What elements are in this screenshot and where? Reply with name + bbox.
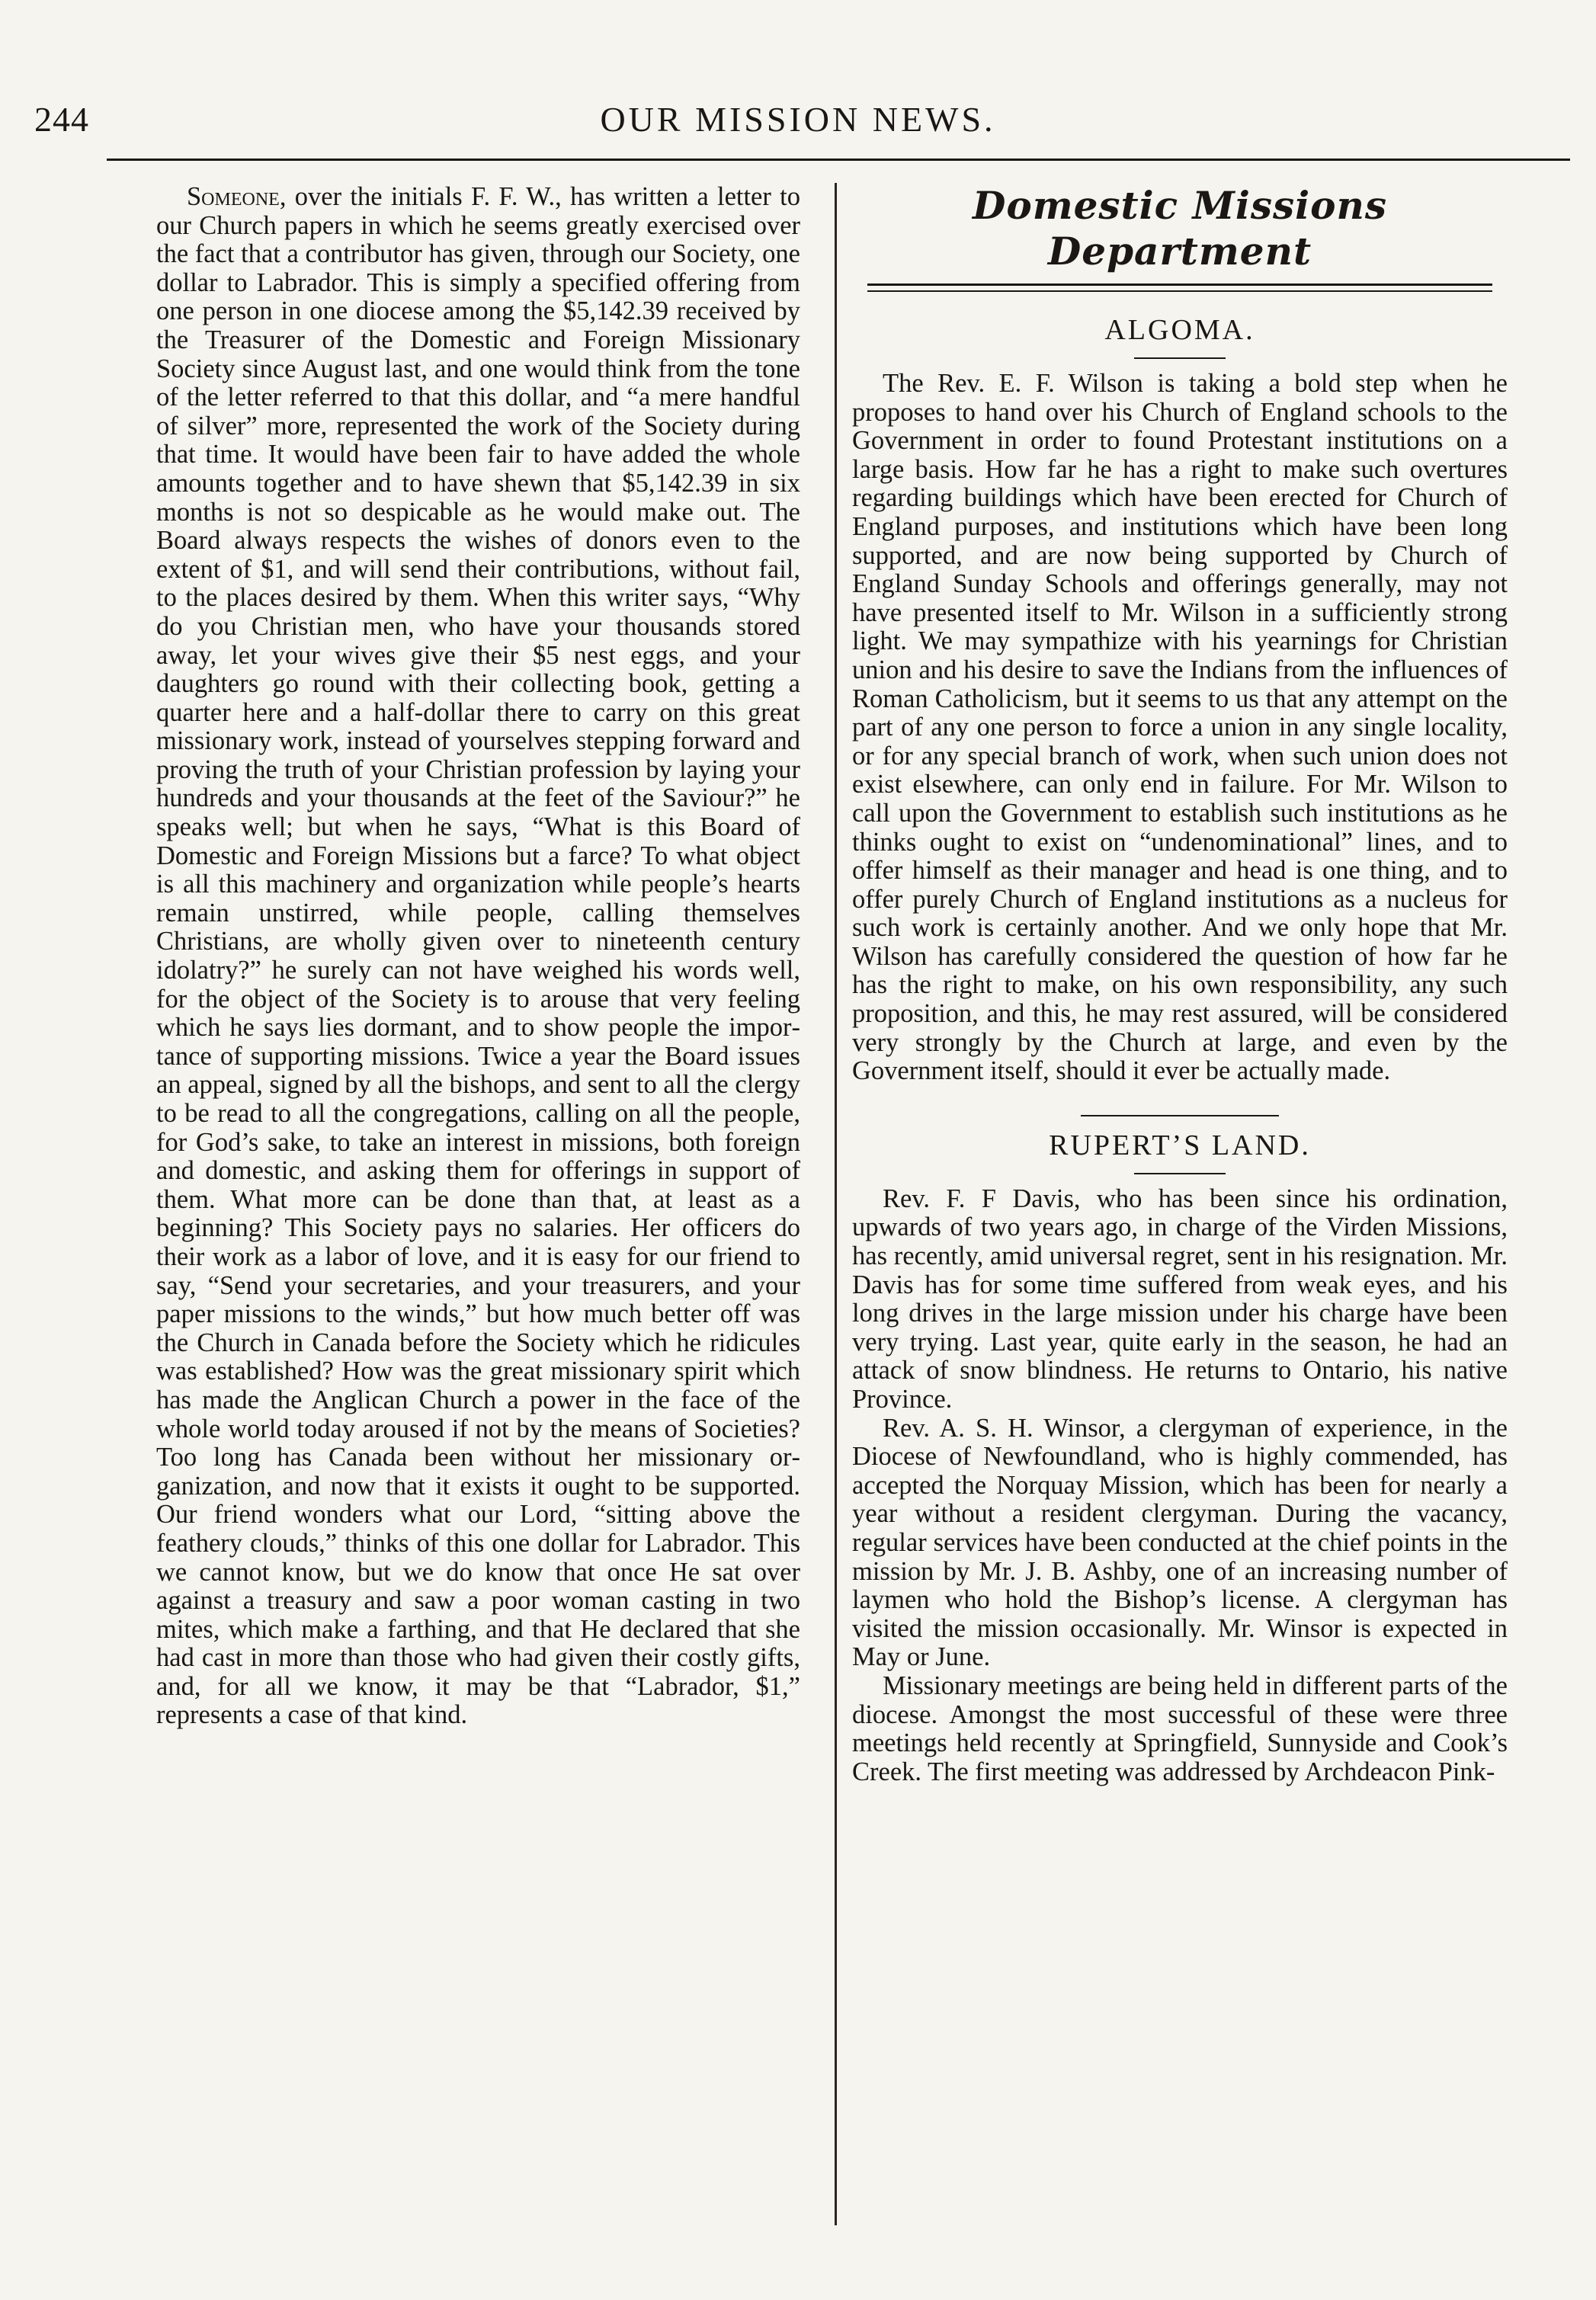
journal-title: OUR MISSION NEWS. xyxy=(600,100,996,139)
section-rule xyxy=(1081,1115,1279,1116)
ruperts-land-paragraph-3: Missionary meetings are being held in different parts of the diocese. Amongst the most successful of these were three meetings held recently at Springfield, Sunnyside and Cook’s Creek. The first meeting was addressed by Archdeacon Pink- xyxy=(852,1671,1508,1786)
header-rule xyxy=(107,159,1570,161)
algoma-rule xyxy=(1134,357,1226,359)
column-divider xyxy=(835,183,837,2225)
lead-word: Someone xyxy=(187,182,280,211)
paragraph-text: , over the initials F. F. W., has written a letter to our Church papers in which he seems greatly exercised over the fact that a contributor has given, through our Society, one dollar to Labrador. This is simply a specified offering from one person in one diocese among the $5,142.39 received by the Treasurer of the Domestic and Foreign Missionary Society since August last, and one would think from the tone of the letter referred to that this dollar, and “a mere handful of silver” more, represented the work of the Society during that time. It would have been fair to have added the whole amounts together and to have shewn that $5,142.39 in six months is not so despicable as he would make out. The Board always respects the wishes of donors even to the extent of $1, and will send their contributions, without fail, to the places desired by them. When this writer says, “Why do you Christian men, who have your thousands stored away, let your wives give their $5 nest eggs, and your daughters go round with their collecting book, getting a quarter here and a half-dollar there to carry on this great missionary work, instead of yourselves stepping forward and proving the truth of your Christian profession by laying your hundreds and your thousands at the feet of the Saviour?” he speaks well; but when he says, “What is this Board of Domestic and Foreign Missions but a farce? To what object is all this machinery and organization while people’s hearts remain unstirred, while people, calling themselves Christians, are wholly given over to nineteenth century idolatry?” he surely can not have weighed his words well, for the object of the Society is to arouse that very feeling which he says lies dormant, and to show people the importance of supporting missions. Twice a year the Board issues an appeal, signed by all the bishops, and sent to all the clergy to be read to all the congregations, calling on all the people, for God’s sake, to take an interest in missions, both foreign and domestic, and asking them for offerings in support of them. What more can be done than that, at least as a beginning? This Society pays no salaries. Her officers do their work as a labor of love, and it is easy for our friend to say, “Send your secretaries, and your treasurers, and your paper missions to the winds,” but how much better off was the Church in Canada before the Society which he ridicules was established? How was the great missionary spirit which has made the Anglican Church a power in the face of the whole world today aroused if not by the means of Societies? Too long has Canada been without her missionary organization, and now that it exists it ought to be supported. Our friend wonders what our Lord, “sitting above the feathery clouds,” thinks of this one dollar for Labrador. This we cannot know, but we do know that once He sat over against a treasury and saw a poor woman casting in two mites, which make a farthing, and that He declared that she had cast in more than those who had given their costly gifts, and, for all we know, it may be that “Labrador, $1,” represents a case of that kind. xyxy=(156,182,800,1730)
ruperts-land-rule xyxy=(1134,1173,1226,1174)
department-double-rule xyxy=(867,283,1492,292)
department-title: Domestic Missions Department xyxy=(972,183,1387,274)
algoma-paragraph: The Rev. E. F. Wilson is taking a bold step when he proposes to hand over his Church of England schools to the Government in order to found Protestant institutions on a large basis. How far he has a right to make such overtures regarding buildings which have been erected for Church of England purposes, and institutions which have been long supported, and are now being supported by Church of England Sunday Schools and offerings generally, may not have presented itself to Mr. Wilson in a sufficiently strong light. We may sympathize with his yearnings for Christian union and his desire to save the Indians from the influences of Roman Catholicism, but it seems to us that any attempt on the part of any one person to force a union in any single locality, or for any special branch of work, when such union does not exist elsewhere, can only end in failure. For Mr. Wilson to call upon the Government to establish such institutions as he thinks ought to exist on “undenominational” lines, and to offer himself as their manager and head is one thing, and to offer purely Church of England institutions as a nucleus for such work is certainly another. And we only hope that Mr. Wilson has carefully considered the question of how far he has the right to make, on his own responsibility, any such proposition, and this, he may rest assured, will be considered very strongly by the Church at large, and even by the Government itself, should it ever be actually made. xyxy=(852,369,1508,1086)
right-column xyxy=(852,183,1508,1786)
left-column xyxy=(156,183,800,1730)
editorial-paragraph xyxy=(156,183,800,1730)
ruperts-land-heading: RUPERT’S LAND. xyxy=(1049,1129,1311,1161)
ruperts-land-paragraph-2: Rev. A. S. H. Winsor, a clergyman of experience, in the Diocese of Newfoundland, who is highly commended, has accepted the Norquay Mission, which has been for nearly a year without a resident clergyman. During the vacancy, regular services have been conducted at the chief points in the mission by Mr. J. B. Ashby, one of an increasing number of laymen who hold the Bishop’s license. A clergyman has visited the mission occasionally. Mr. Winsor is expected in May or June. xyxy=(852,1413,1508,1672)
page-number: 244 xyxy=(34,100,89,139)
running-head xyxy=(0,0,1596,152)
ruperts-land-paragraph-1: Rev. F. F Davis, who has been since his ordination, upwards of two years ago, in charge of the Virden Missions, has recently, amid universal regret, sent in his resignation. Mr. Davis has for some time suffered from weak eyes, and his long drives in the large mission under his charge have been very trying. Last year, quite early in the season, he had an attack of snow blindness. He returns to Ontario, his native Province. xyxy=(852,1184,1508,1414)
algoma-heading: ALGOMA. xyxy=(1104,314,1255,346)
